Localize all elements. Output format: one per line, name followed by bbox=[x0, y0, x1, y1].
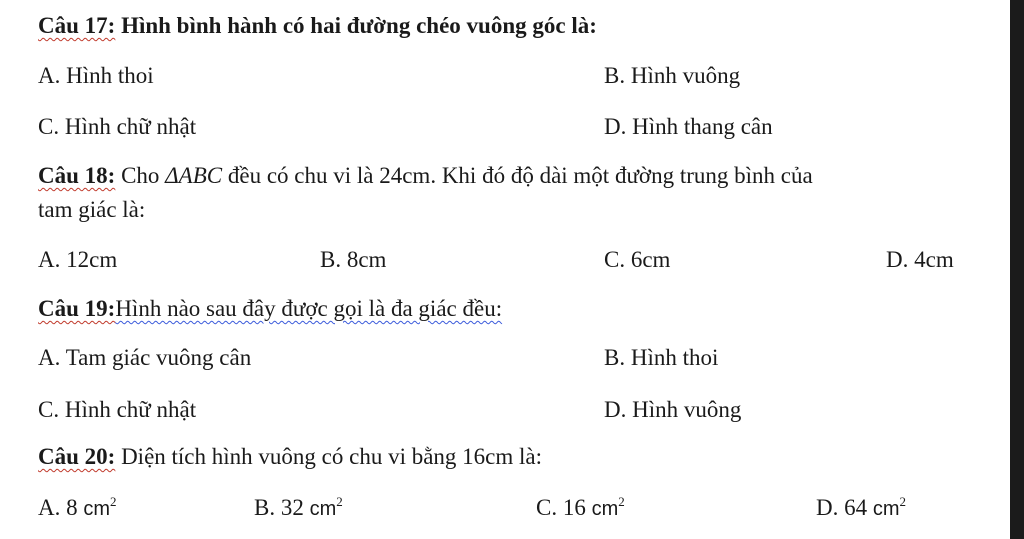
q20-option-a-exponent: 2 bbox=[110, 494, 117, 509]
q20-option-b bbox=[254, 494, 343, 523]
q17-option-a: A. Hình thoi bbox=[38, 63, 154, 88]
q20-option-c-value: 16 bbox=[562, 495, 586, 520]
q20-option-c-prefix: C. bbox=[536, 495, 563, 520]
q20-option-a-value: 8 bbox=[66, 495, 78, 520]
screen-edge bbox=[1010, 0, 1024, 539]
q18-option-b: B. 8cm bbox=[320, 247, 387, 272]
q20-option-b-prefix: B. bbox=[254, 495, 281, 520]
q19-option-c: C. Hình chữ nhật bbox=[38, 397, 197, 422]
question-18-line2: tam giác là: bbox=[38, 197, 146, 222]
q20-option-c-exponent: 2 bbox=[618, 494, 625, 509]
q19-option-a: A. Tam giác vuông cân bbox=[38, 345, 252, 370]
q20-option-d-exponent: 2 bbox=[899, 494, 907, 509]
q20-option-d bbox=[816, 494, 906, 523]
question-19-label: Câu 19: bbox=[38, 296, 116, 321]
q20-option-d-prefix: D. bbox=[816, 495, 845, 520]
q18-option-d: D. 4cm bbox=[886, 247, 954, 272]
question-19 bbox=[38, 295, 502, 323]
q20-option-d-value: 64 bbox=[844, 495, 868, 520]
q20-option-a-unit: cm bbox=[83, 498, 111, 520]
q18-option-a: A. 12cm bbox=[38, 247, 118, 272]
question-18-label: Câu 18: bbox=[38, 163, 116, 188]
q20-option-b-value: 32 bbox=[280, 495, 304, 520]
q20-option-c-unit: cm bbox=[591, 498, 619, 520]
question-17-text: Hình bình hành có hai đường chéo vuông góc là: bbox=[115, 13, 597, 38]
q20-option-b-exponent: 2 bbox=[336, 494, 343, 509]
q17-option-b: B. Hình vuông bbox=[604, 63, 741, 88]
q20-option-b-unit: cm bbox=[309, 498, 337, 520]
question-19-text: Hình nào sau đây được gọi là đa giác đều: bbox=[115, 296, 503, 321]
question-18-text-post: đều có chu vi là 24cm. Khi đó độ dài một đường trung bình của bbox=[222, 163, 813, 188]
question-20 bbox=[38, 443, 542, 471]
question-20-text: Diện tích hình vuông có chu vi bằng 16cm là: bbox=[115, 444, 543, 469]
q17-option-c: C. Hình chữ nhật bbox=[38, 114, 197, 139]
q20-option-c bbox=[536, 494, 625, 523]
question-20-label: Câu 20: bbox=[38, 444, 116, 469]
question-18 bbox=[38, 162, 813, 190]
q19-option-b: B. Hình thoi bbox=[604, 345, 719, 370]
q20-option-a-prefix: A. bbox=[38, 495, 67, 520]
q17-option-d: D. Hình thang cân bbox=[604, 114, 773, 139]
q20-option-d-unit: cm bbox=[872, 498, 900, 520]
q20-option-a bbox=[38, 494, 117, 523]
q19-option-d: D. Hình vuông bbox=[604, 397, 742, 422]
question-17 bbox=[38, 12, 597, 40]
question-17-label: Câu 17: bbox=[38, 13, 116, 38]
q18-option-c: C. 6cm bbox=[604, 247, 671, 272]
question-18-triangle: ΔABC bbox=[165, 163, 223, 188]
question-18-text-pre: Cho bbox=[115, 163, 166, 188]
